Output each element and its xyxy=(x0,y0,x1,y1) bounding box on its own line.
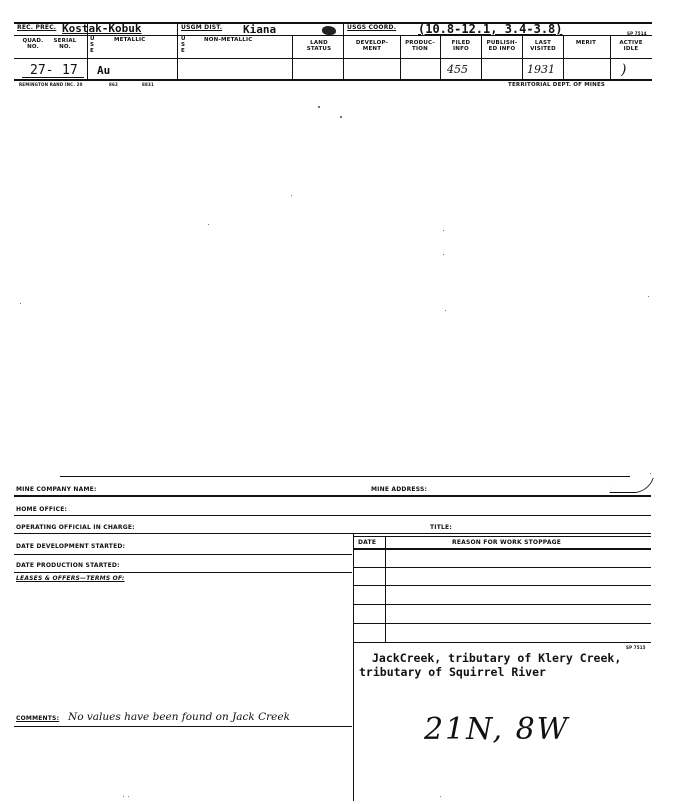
scan-speck xyxy=(443,254,444,255)
serial-no-value: 17 xyxy=(62,63,78,78)
col-divider xyxy=(400,35,401,79)
date-development-label: DATE DEVELOPMENT STARTED: xyxy=(16,543,126,550)
production-header: PRODUC- TION xyxy=(405,40,435,52)
stoppage-row-line xyxy=(353,623,651,624)
footer-code-1: 862 xyxy=(109,82,118,87)
rec-prec-label: REC. PREC. xyxy=(17,24,57,31)
township-range-handwritten: 21N, 8W xyxy=(424,712,570,747)
quad-no-value: 27- xyxy=(30,63,54,78)
scan-speck xyxy=(340,116,342,118)
mine-company-line xyxy=(14,495,651,497)
scan-speck xyxy=(650,473,651,474)
stoppage-row-line xyxy=(353,567,651,568)
stoppage-reason-header: REASON FOR WORK STOPPAGE xyxy=(452,539,562,546)
quad-underline xyxy=(22,77,84,78)
location-note-line-1: JackCreek, tributary of Klery Creek, xyxy=(372,651,622,665)
scan-speck xyxy=(291,195,292,196)
use-letters-nonmetallic: U S E xyxy=(181,36,186,54)
scan-speck xyxy=(208,224,209,225)
values-row-top xyxy=(14,58,652,59)
scan-speck xyxy=(128,796,129,797)
stoppage-row-line xyxy=(353,585,651,586)
mine-company-name-label: MINE COMPANY NAME: xyxy=(16,486,97,493)
mine-address-label: MINE ADDRESS: xyxy=(371,486,428,493)
active-idle-mark: ) xyxy=(621,62,627,78)
home-office-label: HOME OFFICE: xyxy=(16,506,68,513)
last-visited-value: 1931 xyxy=(527,63,555,76)
operating-official-line xyxy=(14,533,651,534)
date-development-line xyxy=(14,554,352,555)
usgs-coord-value: (10.8-12.1, 3.4-3.8) xyxy=(418,22,563,36)
merit-header: MERIT xyxy=(575,40,597,46)
col-divider xyxy=(522,35,523,79)
date-production-line xyxy=(14,572,352,573)
scan-speck xyxy=(123,796,124,797)
quad-no-header: QUAD. NO. xyxy=(22,38,44,50)
scan-speck xyxy=(443,230,444,231)
filed-info-value: 455 xyxy=(447,63,468,76)
col-divider xyxy=(440,35,441,79)
non-metallic-header: NON-METALLIC xyxy=(204,37,253,43)
scan-speck xyxy=(440,796,441,797)
use-letters-metallic: U S E xyxy=(90,36,95,54)
serial-no-header: SERIAL NO. xyxy=(53,38,77,50)
stoppage-date-divider xyxy=(385,536,386,643)
col-divider xyxy=(292,35,293,79)
home-office-line xyxy=(14,515,651,516)
stoppage-row-line xyxy=(353,604,651,605)
col-divider xyxy=(177,22,178,79)
col-divider xyxy=(563,35,564,79)
stoppage-table-bottom xyxy=(353,642,651,643)
stoppage-date-header: DATE xyxy=(358,539,377,546)
metallic-header: METALLIC xyxy=(114,37,146,43)
last-visited-header: LAST VISITED xyxy=(530,40,556,52)
scan-speck xyxy=(445,310,446,311)
col-divider xyxy=(610,35,611,79)
col-divider xyxy=(343,22,344,79)
corner-curl xyxy=(609,478,653,493)
active-idle-header: ACTIVE IDLE xyxy=(619,40,643,52)
development-header: DEVELOP- MENT xyxy=(355,40,389,52)
footer-code-2: 8831 xyxy=(142,82,154,87)
form-number-bottom: SP 7515 xyxy=(626,645,646,650)
comments-label: COMMENTS: xyxy=(16,715,60,722)
bottom-card-top-edge xyxy=(60,476,630,477)
values-row-bottom xyxy=(14,79,652,81)
leases-offers-label: LEASES & OFFERS—TERMS OF: xyxy=(16,575,125,582)
territorial-dept-label: TERRITORIAL DEPT. OF MINES xyxy=(508,82,606,88)
scan-speck xyxy=(648,296,649,297)
location-note-line-2: tributary of Squirrel River xyxy=(359,665,546,679)
printer-credit: REMINGTON RAND INC. 20 xyxy=(19,82,83,87)
rec-prec-value: Kostak-Kobuk xyxy=(62,22,142,35)
form-number-top: SP 7514 xyxy=(627,31,647,36)
land-status-header: LAND STATUS xyxy=(306,40,332,52)
usgm-dist-label: USGM DIST. xyxy=(181,24,223,31)
form-center-divider xyxy=(353,533,354,801)
date-production-label: DATE PRODUCTION STARTED: xyxy=(16,562,120,569)
usgs-coord-label: USGS COORD. xyxy=(347,24,397,31)
ink-blot xyxy=(322,26,336,35)
published-info-header: PUBLISH- ED INFO xyxy=(486,40,518,52)
scan-speck xyxy=(20,303,21,304)
comments-underline xyxy=(14,726,352,727)
stoppage-table-top xyxy=(353,536,651,537)
filed-info-header: FILED INFO xyxy=(451,40,471,52)
operating-official-label: OPERATING OFFICIAL IN CHARGE: xyxy=(16,524,135,531)
col-divider xyxy=(481,35,482,79)
metallic-value: Au xyxy=(97,64,111,77)
usgm-dist-value: Kiana xyxy=(243,23,277,36)
stoppage-header-line xyxy=(353,548,651,550)
title-label: TITLE: xyxy=(430,524,452,531)
comments-handwritten: No values have been found on Jack Creek xyxy=(68,711,290,723)
scan-speck xyxy=(318,106,320,108)
